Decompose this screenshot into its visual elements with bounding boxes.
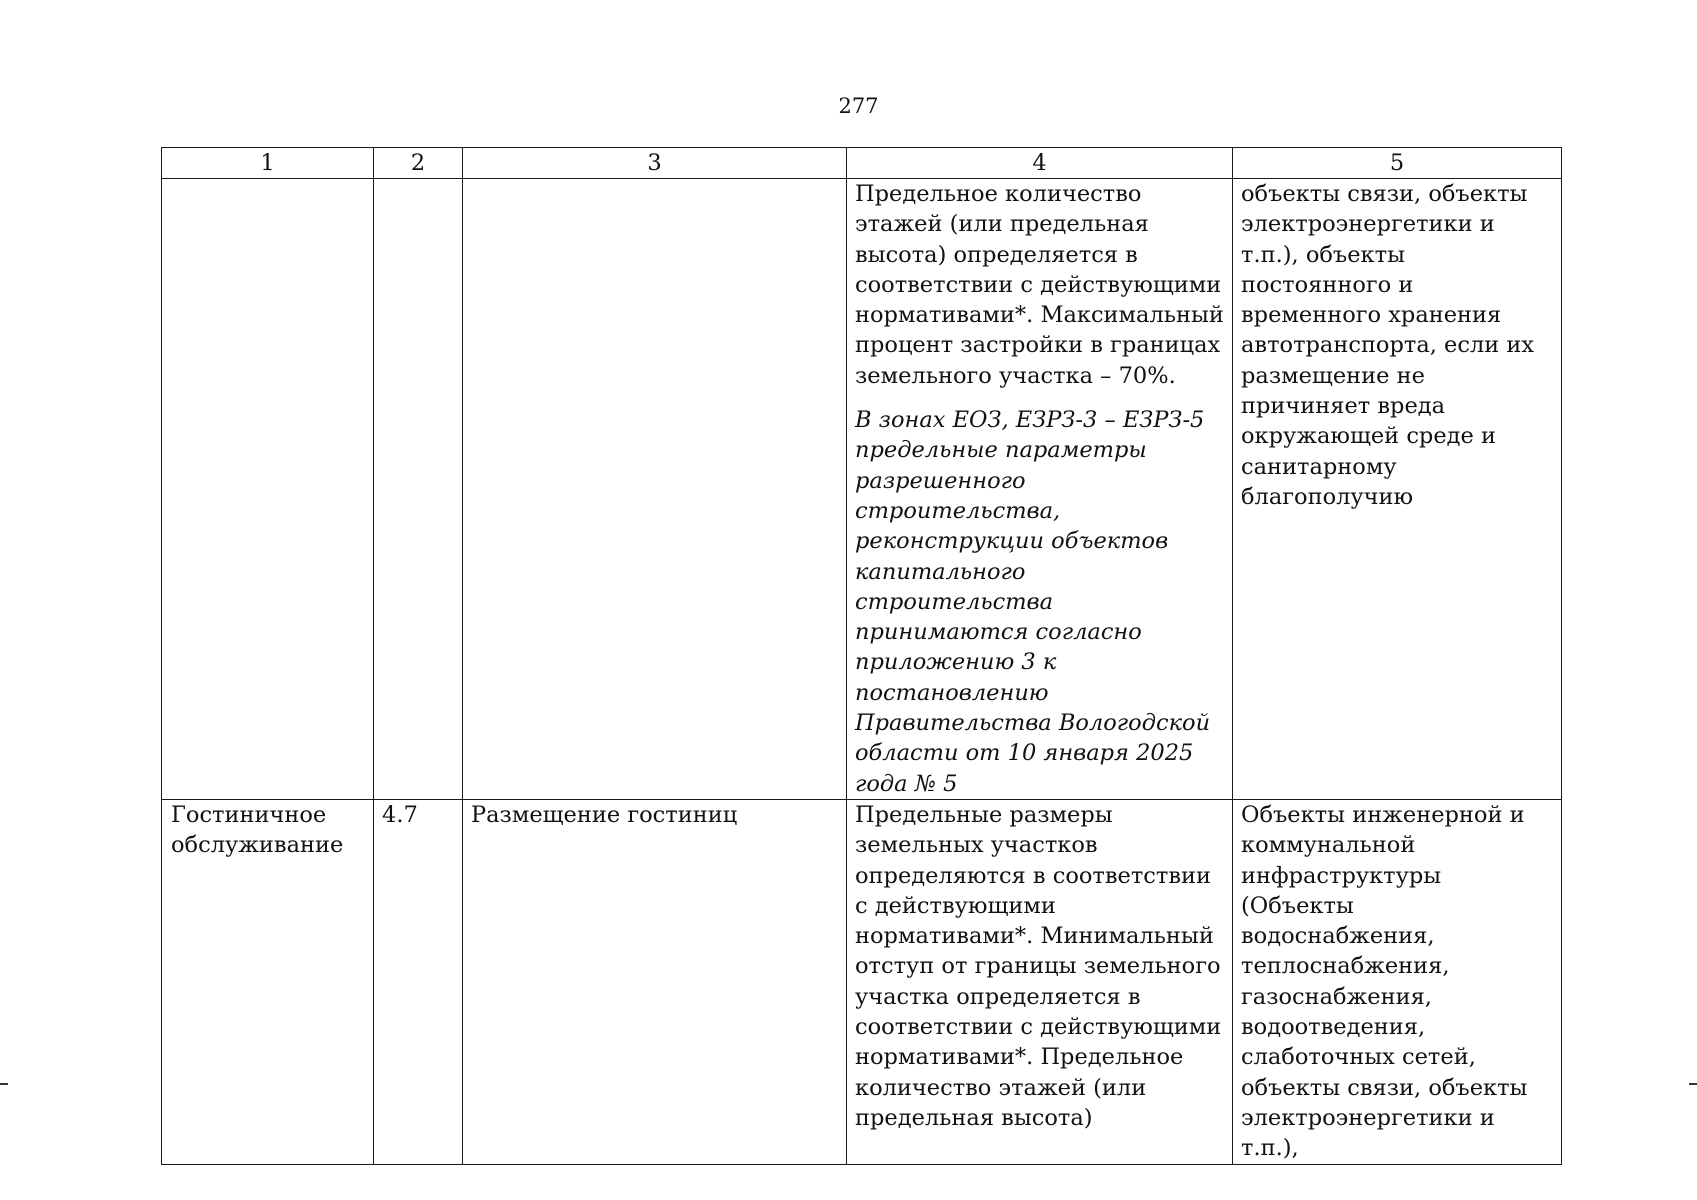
- cell-description: Размещение гостиниц: [463, 799, 847, 1164]
- header-row: [162, 148, 1562, 179]
- cell-auxiliary-uses: Объекты инженерной и коммунальной инфраструктуры (Объекты водоснабжения, теплоснабжения, газоснабжения, водоотведения, слаботочных сетей, объекты связи, объекты электроэнергетики и т.п.),: [1233, 799, 1562, 1164]
- header-col-4: 4: [847, 148, 1233, 179]
- header-col-1: 1: [162, 148, 374, 179]
- land-use-table: [161, 147, 1562, 1165]
- right-edge-mark: [1689, 1083, 1697, 1085]
- page-number: 277: [838, 94, 879, 118]
- cell-auxiliary-uses: объекты связи, объекты электроэнергетики и т.п.), объекты постоянного и временного хранения автотранспорта, если их размещение не причиняет вреда окружающей среде и санитарному благополучию: [1233, 179, 1562, 800]
- cell-description: [463, 179, 847, 800]
- parameters-zone-note: В зонах ЕОЗ, ЕЗРЗ-3 – ЕЗРЗ-5 предельные параметры разрешенного строительства, реконструкции объектов капитального строительства принимаются согласно приложению 3 к постановлению Правительства Вологодской области от 10 января 2025 года № 5: [855, 407, 1211, 797]
- parameters-text: Предельное количество этажей (или предельная высота) определяется в соответствии с действующими нормативами*. Максимальный процент застройки в границах земельного участка – 70%.: [855, 181, 1224, 389]
- cell-use-name: Гостиничное обслуживание: [162, 799, 374, 1164]
- table-row-hotel: [162, 799, 1562, 1164]
- cell-use-name: [162, 179, 374, 800]
- cell-parameters: Предельные размеры земельных участков определяются в соответствии с действующими нормативами*. Минимальный отступ от границы земельного участка определяется в соответствии с действующими нормативами*. Предельное количество этажей (или предельная высота): [847, 799, 1233, 1164]
- header-col-2: 2: [374, 148, 463, 179]
- cell-code: [374, 179, 463, 800]
- cell-parameters: [847, 179, 1233, 800]
- cell-code: 4.7: [374, 799, 463, 1164]
- left-edge-mark: [0, 1083, 8, 1085]
- header-col-5: 5: [1233, 148, 1562, 179]
- header-col-3: 3: [463, 148, 847, 179]
- table-row-continuation: [162, 179, 1562, 800]
